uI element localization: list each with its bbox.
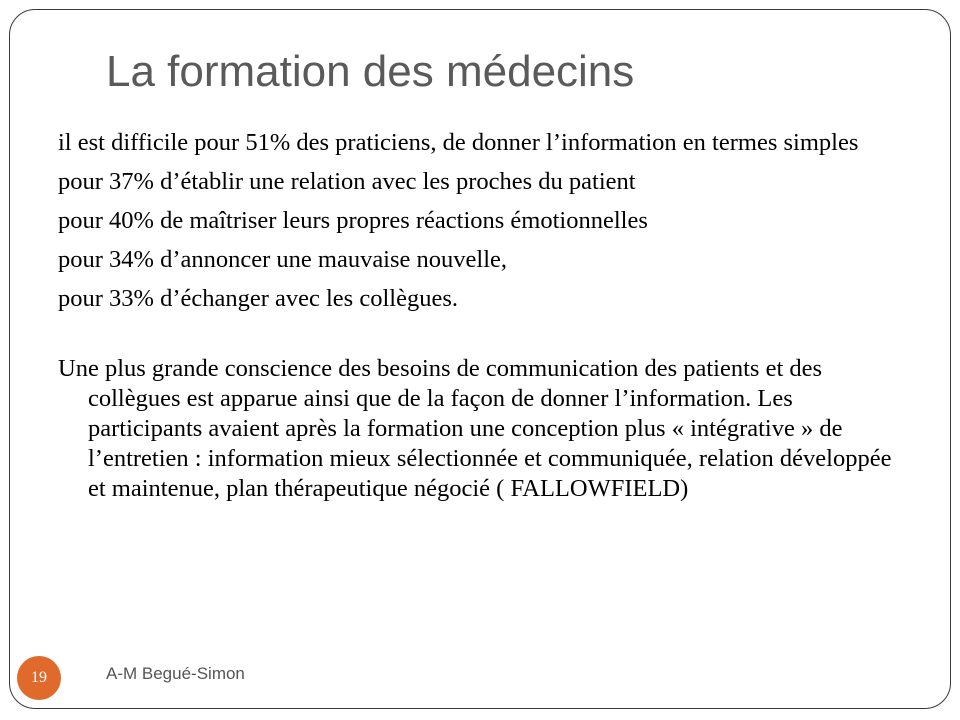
paragraph-33-percent: pour 33% d’échanger avec les collègues.	[58, 285, 458, 312]
paragraph-51-percent: il est difficile pour 51% des praticiens, de donner l’information en termes simples	[58, 129, 859, 156]
paragraph-40-percent: pour 40% de maîtriser leurs propres réactions émotionnelles	[58, 207, 648, 234]
paragraph-conclusion: Une plus grande conscience des besoins de communication des patients et des collègues est apparue ainsi que de la façon de donner l’information. Les participants avaient après la formation une conception plus « intégrative » de l’entretien : information mieux sélectionnée et communiquée, relation développée et maintenue, plan thérapeutique négocié ( FALLOWFIELD)	[58, 355, 892, 502]
footer-author: A-M Begué-Simon	[106, 664, 245, 683]
slide-body	[58, 128, 903, 513]
slide-title: La formation des médecins	[106, 47, 635, 96]
paragraph-34-percent: pour 34% d’annoncer une mauvaise nouvelle,	[58, 246, 508, 273]
page-number-badge: 19	[17, 656, 61, 700]
paragraph-37-percent: pour 37% d’établir une relation avec les proches du patient	[58, 168, 636, 195]
